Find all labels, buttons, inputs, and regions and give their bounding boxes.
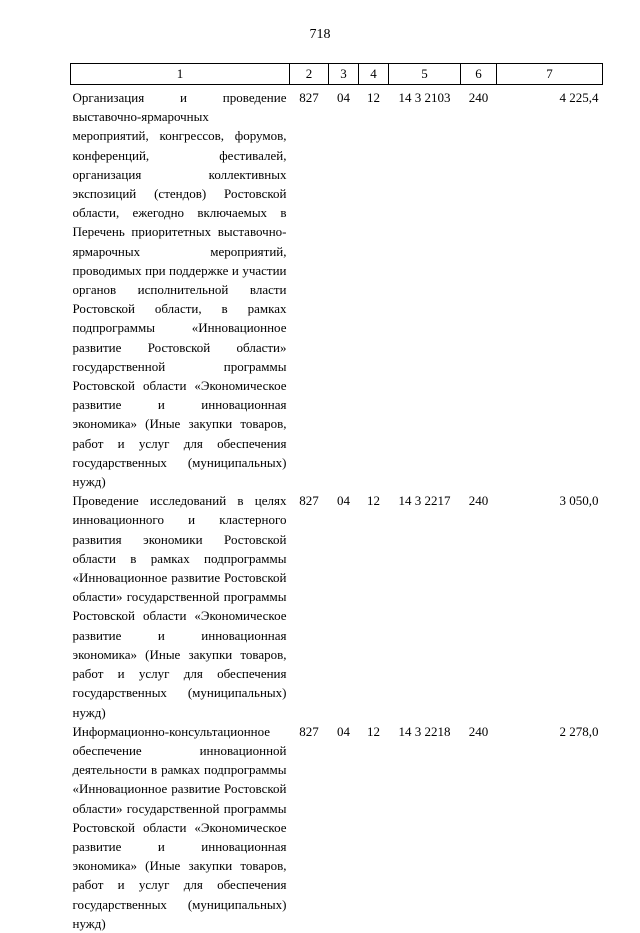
row-amount: 2 278,0 (559, 723, 599, 739)
header-col-2: 2 (290, 64, 329, 85)
row-col-5: 14 3 2103 (398, 90, 451, 105)
table-row (71, 491, 603, 721)
header-col-7: 7 (497, 64, 603, 85)
row-col-2: 827 (299, 90, 319, 105)
row-col-3: 04 (337, 90, 350, 105)
table-row (71, 722, 603, 933)
header-col-5: 5 (389, 64, 461, 85)
header-col-4: 4 (359, 64, 389, 85)
table-header (71, 64, 603, 85)
row-col-6: 240 (468, 723, 489, 739)
row-col-6: 240 (468, 493, 489, 509)
row-col-4: 12 (367, 723, 380, 739)
row-description: Организация и проведение выставочно-ярмарочных мероприятий, конгрессов, форумов, конференций, фестивалей, организация коллективных экспозиций (стендов) Ростовской области, ежегодно включаемых в Перечень приоритетных выставочно-ярмарочных мероприятий, проводимых при поддержке и участии органов исполнительной власти Ростовской области, в рамках подпрограммы «Инновационное развитие Ростовской области» государственной программы Ростовской области «Экономическое развитие и инновационная экономика» (Иные закупки товаров, работ и услуг для обеспечения государственных (муниципальных) нужд) (72, 90, 287, 490)
row-col-6: 240 (468, 90, 489, 105)
row-amount: 4 225,4 (559, 90, 599, 105)
row-col-4: 12 (367, 90, 380, 105)
row-col-3: 04 (337, 493, 350, 509)
header-row (71, 64, 603, 85)
row-col-4: 12 (367, 493, 380, 509)
budget-table (70, 63, 603, 933)
row-description: Проведение исследований в целях инновационного и кластерного развития экономики Ростовской области в рамках подпрограммы «Инновационное развитие Ростовской области» государственной программы Ростовской области «Экономическое развитие и инновационная экономика» (Иные закупки товаров, работ и услуг для обеспечения государственных (муниципальных) нужд) (72, 493, 287, 720)
page-number: 718 (309, 27, 331, 42)
row-col-2: 827 (299, 723, 319, 739)
header-col-3: 3 (329, 64, 359, 85)
table-row (71, 85, 603, 492)
row-description: Информационно-консультационное обеспечение инновационной деятельности в рамках подпрограммы «Инновационное развитие Ростовской области» государственной программы Ростовской области «Экономическое развитие и инновационная экономика» (Иные закупки товаров, работ и услуг для обеспечения государственных (муниципальных) нужд) (72, 723, 287, 931)
row-col-3: 04 (337, 723, 350, 739)
row-col-2: 827 (299, 493, 319, 509)
row-col-5: 14 3 2218 (398, 723, 451, 739)
row-amount: 3 050,0 (559, 493, 599, 509)
header-col-6: 6 (461, 64, 497, 85)
header-col-1: 1 (71, 64, 290, 85)
row-col-5: 14 3 2217 (398, 493, 451, 509)
